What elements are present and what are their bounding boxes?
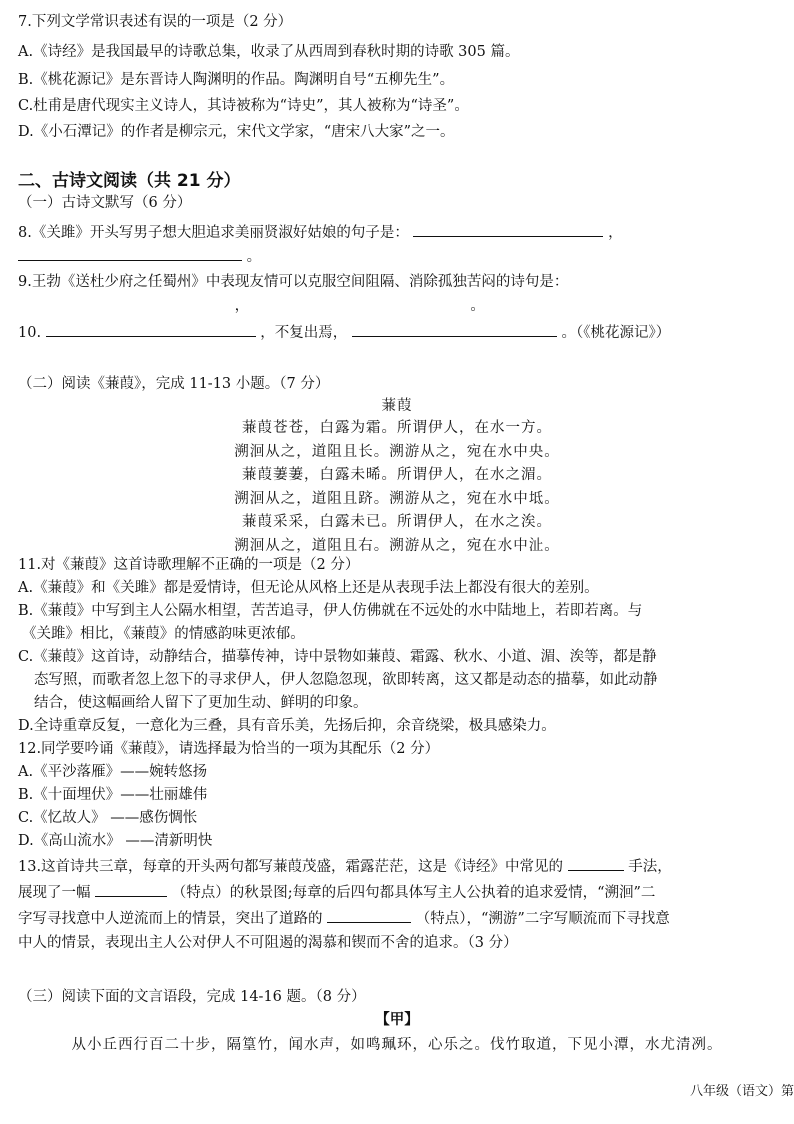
passage-jia-label: 【甲】 <box>375 1011 419 1028</box>
q13-blank-2[interactable] <box>95 882 167 897</box>
section-2-sub1: （一）古诗文默写（6 分） <box>18 195 192 211</box>
q11-option-c-line-3: 结合，使这幅画给人留下了更加生动、鲜明的印象。 <box>34 695 368 711</box>
q9-comma: ， <box>234 298 250 314</box>
q12-option-b: B.《十面埋伏》——壮丽雄伟 <box>18 787 208 803</box>
q9-line-2 <box>18 296 485 316</box>
q13-line-4: 中人的情景，表现出主人公对伊人不可阻遏的渴慕和锲而不舍的追求。（3 分） <box>18 935 518 951</box>
q11-option-b-line-1: B.《蒹葭》中写到主人公隔水相望，苦苦追寻，伊人仿佛就在不远处的水中陆地上，若即若离。与 <box>18 603 643 619</box>
q13-blank-1[interactable] <box>568 856 624 871</box>
q13-text-2b: （特点）的秋景图;每章的后四句都具体写主人公执着的追求爱情，“溯洄”二 <box>171 885 656 901</box>
q10-blank-2[interactable] <box>352 322 557 337</box>
q9-stem: 9.王勃《送杜少府之任蜀州》中表现友情可以克服空间阻隔、消除孤独苦闷的诗句是： <box>18 274 569 290</box>
section-2-title: 二、古诗文阅读（共 21 分） <box>18 171 241 191</box>
q8-comma: ， <box>608 225 623 241</box>
q8-line <box>18 222 623 243</box>
q11-option-c-line-1: C.《蒹葭》这首诗，动静结合，描摹传神，诗中景物如蒹葭、霜露、秋水、小道、湄、涘等，都是静 <box>18 649 657 665</box>
section-poem-sub2: （二）阅读《蒹葭》，完成 11-13 小题。（7 分） <box>18 376 330 392</box>
q13-text-3b: （特点），“溯游”二字写顺流而下寻找意 <box>415 911 670 927</box>
q12-option-d: D.《高山流水》 ——清新明快 <box>18 833 213 849</box>
q8-stem: 8.《关雎》开头写男子想大胆追求美丽贤淑好姑娘的句子是： <box>18 225 409 241</box>
q10-line <box>18 322 670 343</box>
poem-line-3: 蒹葭萋萋，白露未晞。所谓伊人，在水之湄。 <box>242 467 552 483</box>
q7-option-c: C.杜甫是唐代现实主义诗人，其诗被称为“诗史”，其人被称为“诗圣”。 <box>18 98 469 114</box>
q13-line-1 <box>18 856 672 877</box>
poem-line-4: 溯洄从之，道阻且跻。溯游从之，宛在水中坻。 <box>234 491 560 507</box>
q12-stem: 12.同学要吟诵《蒹葭》，请选择最为恰当的一项为其配乐（2 分） <box>18 741 440 757</box>
q10-number: 10. <box>18 325 42 341</box>
q7-option-d: D.《小石潭记》的作者是柳宗元，宋代文学家，“唐宋八大家”之一。 <box>18 124 455 140</box>
q13-line-2 <box>18 882 655 903</box>
q7-option-a: A.《诗经》是我国最早的诗歌总集，收录了从西周到春秋时期的诗歌 305 篇。 <box>18 44 520 60</box>
poem-line-5: 蒹葭采采，白露未已。所谓伊人，在水之涘。 <box>242 514 552 530</box>
q10-mid: ，不复出焉， <box>260 325 348 341</box>
q9-blank-2[interactable] <box>254 296 466 310</box>
q11-option-c-line-2: 态写照，而歌者忽上忽下的寻求伊人，伊人忽隐忽现，欲即转离，这又都是动态的描摹，如此动静 <box>34 672 658 688</box>
q8-blank-2[interactable] <box>18 246 242 261</box>
poem-line-6: 溯洄从之，道阻且右。溯游从之，宛在水中沚。 <box>234 538 560 554</box>
q13-text-1a: 13.这首诗共三章，每章的开头两句都写蒹葭茂盛，霜露茫茫，这是《诗经》中常见的 <box>18 859 564 875</box>
q11-option-d: D.全诗重章反复，一意化为三叠，具有音乐美，先扬后抑，余音绕梁，极具感染力。 <box>18 718 556 734</box>
q11-option-b-line-2: 《关雎》相比，《蒹葭》的情感韵味更浓郁。 <box>22 626 305 642</box>
q10-end: 。（《桃花源记》） <box>561 325 671 341</box>
q13-text-3a: 字写寻找意中人逆流而上的情景，突出了道路的 <box>18 911 323 927</box>
q8-end: 。 <box>246 249 262 265</box>
q13-line-3 <box>18 908 670 929</box>
q12-option-c: C.《忆故人》 ——感伤惆怅 <box>18 810 198 826</box>
q7-option-b: B.《桃花源记》是东晋诗人陶渊明的作品。陶渊明自号“五柳先生”。 <box>18 72 455 88</box>
q13-text-1b: 手法， <box>628 859 672 875</box>
q9-blank-1[interactable] <box>18 296 230 310</box>
q10-blank-1[interactable] <box>46 322 256 337</box>
poem-line-2: 溯洄从之，道阻且长。溯游从之，宛在水中央。 <box>234 444 560 460</box>
q13-blank-3[interactable] <box>327 908 411 923</box>
q11-option-a: A.《蒹葭》和《关雎》都是爱情诗，但无论从风格上还是从表现手法上都没有很大的差别。 <box>18 580 599 596</box>
q8-blank-1[interactable] <box>413 222 603 237</box>
q12-option-a: A.《平沙落雁》——婉转悠扬 <box>18 764 208 780</box>
poem-title: 蒹葭 <box>381 398 413 414</box>
poem-line-1: 蒹葭苍苍，白露为霜。所谓伊人，在水一方。 <box>242 420 552 436</box>
q7-stem: 7.下列文学常识表述有误的一项是（2 分） <box>18 14 293 30</box>
q9-end: 。 <box>470 298 485 314</box>
section-3-sub3: （三）阅读下面的文言语段，完成 14-16 题。（8 分） <box>18 989 366 1005</box>
q13-text-2a: 展现了一幅 <box>18 885 91 901</box>
page-footer: 八年级（语文）第 <box>689 1084 794 1099</box>
passage-jia-text: 从小丘西行百二十步，隔篁竹，闻水声，如鸣珮环，心乐之。伐竹取道，下见小潭，水尤清冽。 <box>71 1037 723 1053</box>
q11-stem: 11.对《蒹葭》这首诗歌理解不正确的一项是（2 分） <box>18 557 360 573</box>
q8-line-2 <box>18 246 261 267</box>
